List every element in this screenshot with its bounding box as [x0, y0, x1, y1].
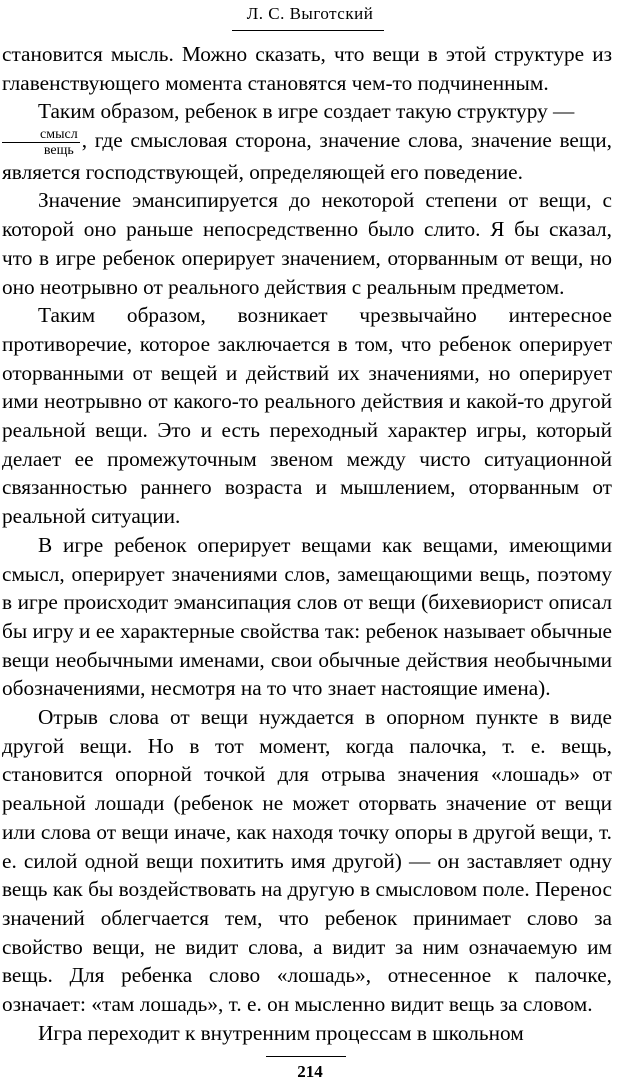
fraction-formula [2, 127, 80, 158]
paragraph: Значение эмансипируется до некоторой степени от вещи, с которой оно раньше непосредственно было слито. Я бы сказал, что в игре ребенок оперирует значением, оторванным от вещи, но оно неотрывно от реального действия с реальным предметом. [2, 188, 612, 299]
running-header: Л. С. Выготский [246, 4, 374, 23]
page-body [2, 40, 612, 1048]
page-number: 214 [297, 1062, 323, 1081]
paragraph: В игре ребенок оперирует вещами как вещами, имеющими смысл, оперирует значениями слов, замещающими вещь, поэтому в игре происходит эмансипация слов от вещи (бихевиорист описал бы игру и ее характерные свойства так: ребенок называет обычные вещи необычными именами, свои обычные действия необычными обозначениями, несмотря на то что знает настоящие имена). [2, 532, 612, 701]
fraction-numerator: смысл [2, 127, 80, 143]
header-divider [232, 30, 384, 31]
fraction-denominator: вещь [43, 142, 74, 158]
paragraph: Игра переходит к внутренним процессам в школьном [38, 1020, 524, 1045]
paragraph-text: , где смысловая сторона, значение слова, значение вещи, является господствующей, определяющей его поведение. [2, 128, 612, 184]
paragraph-text: Таким образом, ребенок в игре создает такую структуру — [38, 99, 575, 124]
paragraph: Отрыв слова от вещи нуждается в опорном пункте в виде другой вещи. Но в тот момент, когда палочка, т. е. вещь, становится опорной точкой для отрыва значения «лошадь» от реальной лошади (ребенок не может оторвать значение от вещи или слова от вещи иначе, как находя точку опоры в другой вещи, т. е. силой одной вещи похитить имя другой) — он заставляет одну вещь как бы воздействовать на другую в смысловом поле. Перенос значений облегчается тем, что ребенок принимает слово за свойство вещи, не видит слова, а видит за ним означаемую им вещь. Для ребенка слово «лошадь», отнесенное к палочке, означает: «там лошадь», т. е. он мысленно видит вещь за словом. [2, 705, 612, 1017]
paragraph: становится мысль. Можно сказать, что вещи в этой структуре из главенствующего момента становятся чем-то подчиненным. [2, 42, 612, 95]
paragraph [2, 97, 612, 186]
paragraph: Таким образом, возникает чрезвычайно интересное противоречие, которое заключается в том, что ребенок оперирует оторванными от вещей и действий их значениями, но оперирует ими неотрывно от какого-то реального действия и какой-то другой реальной вещи. Это и есть переходный характер игры, который делает ее промежуточным звеном между чисто ситуационной связанностью раннего возраста и мышлением, оторванным от реальной ситуации. [2, 303, 612, 529]
footer-divider [266, 1056, 346, 1057]
